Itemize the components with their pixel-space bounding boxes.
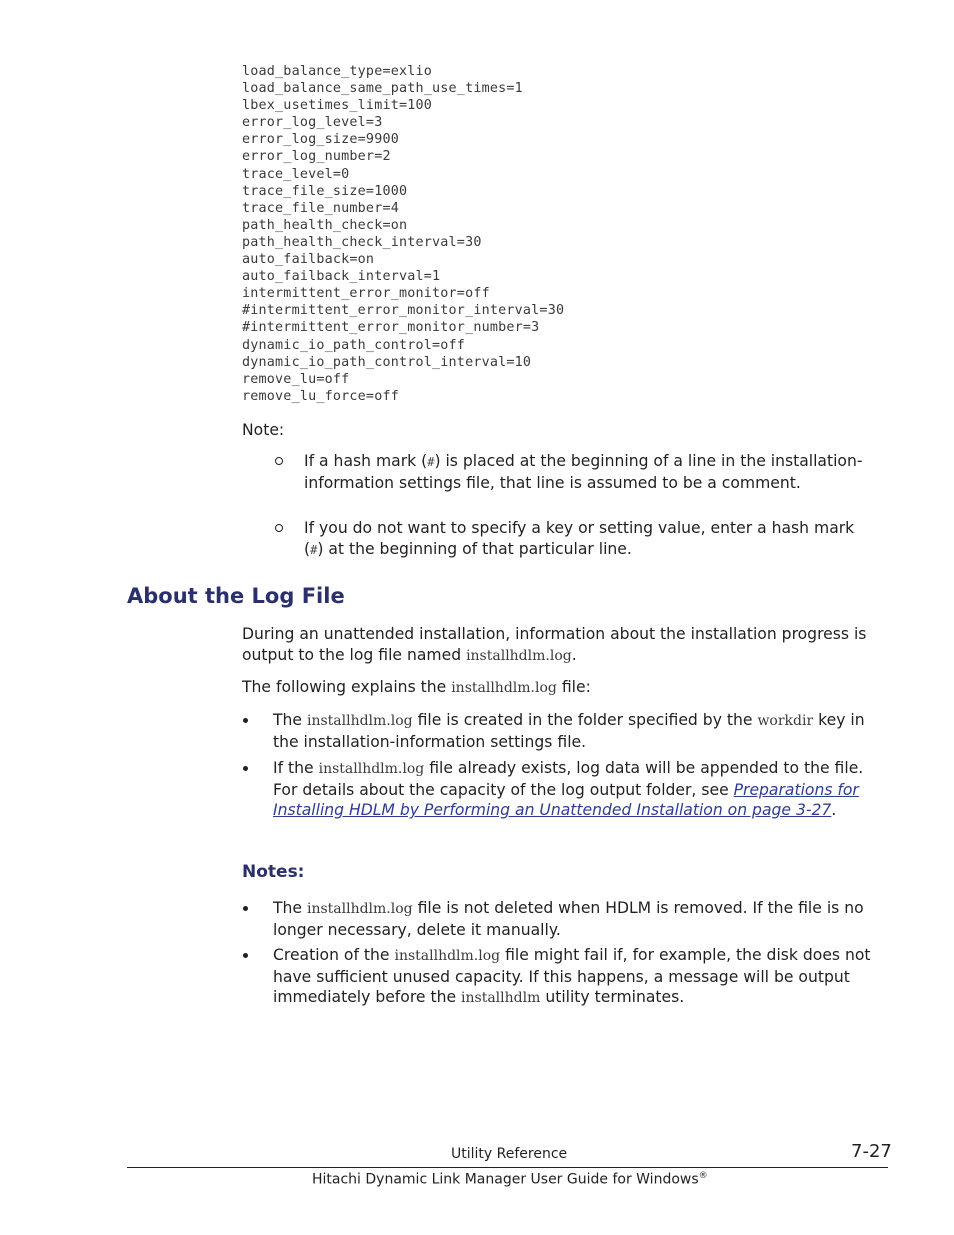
code-line: error_log_number=2 (242, 149, 391, 165)
bullet-text: If the (273, 759, 319, 777)
hash-mark: # (427, 455, 435, 469)
bullet-text: The (273, 899, 307, 917)
code-line: remove_lu_force=off (242, 388, 399, 404)
circle-bullet-icon (275, 457, 283, 465)
code-line: path_health_check_interval=30 (242, 234, 482, 250)
bullet-item-1 (273, 710, 888, 752)
bullet-text: key in the installation-information settings file. (273, 711, 865, 751)
note-text: ) at the beginning of that particular line. (317, 539, 632, 558)
note-item-2 (304, 518, 864, 560)
code-line: trace_file_size=1000 (242, 183, 408, 199)
log-filename: installhdlm.log (394, 948, 501, 964)
bullet-text: file might fail if, for example, the disk does not have sufficient unused capacity. If this happens, a message will be output immediately before the (273, 946, 871, 1007)
code-line: dynamic_io_path_control=off (242, 337, 466, 353)
bullet-icon (243, 953, 248, 958)
bullet-text: utility terminates. (540, 988, 685, 1007)
log-filename: installhdlm.log (466, 647, 572, 664)
footer-book-title (312, 1171, 708, 1188)
intro-text: . (571, 645, 577, 664)
book-title-text: Hitachi Dynamic Link Manager User Guide for Windows (312, 1171, 699, 1188)
code-line: error_log_size=9900 (242, 132, 399, 148)
bullet-icon (243, 718, 248, 723)
bullet-text: file is not deleted when HDLM is removed. If the file is no longer necessary, delete it manually. (273, 899, 864, 939)
bullet-text: . (831, 801, 837, 820)
code-line: load_balance_type=exlio (242, 64, 433, 79)
settings-code-block (242, 63, 564, 405)
note-text: If a hash mark ( (304, 452, 428, 470)
notes-item-2 (273, 945, 888, 1009)
note-item-1 (304, 451, 864, 493)
note-label: Note: (242, 421, 285, 439)
workdir-key: workdir (757, 713, 814, 729)
bullet-text: file already exists, log data will be appended to the file. For details about the capacity of the log output folder, see (273, 759, 864, 799)
code-line: intermittent_error_monitor=off (242, 286, 490, 302)
log-filename: installhdlm.log (306, 713, 413, 729)
utility-name: installhdlm (461, 990, 541, 1007)
bullet-text: file is created in the folder specified by the (412, 711, 758, 729)
code-line: path_health_check=on (242, 217, 408, 233)
code-line: error_log_level=3 (242, 115, 383, 131)
page-number: 7-27 (851, 1141, 892, 1162)
note-text: If you do not want to specify a key or setting value, enter a hash mark ( (304, 519, 855, 558)
hash-mark: # (310, 542, 318, 557)
bullet-text: Creation of the (273, 946, 395, 964)
intro-text: During an unattended installation, information about the installation progress is output to the log file named (242, 625, 867, 664)
code-line: load_balance_same_path_use_times=1 (242, 81, 523, 97)
section-title: About the Log File (127, 584, 345, 608)
code-line: lbex_usetimes_limit=100 (242, 98, 433, 114)
bullet-item-2 (273, 758, 888, 821)
notes-item-1 (273, 898, 888, 940)
code-line: auto_failback=on (242, 252, 375, 268)
registered-mark: ® (698, 1171, 708, 1181)
bullet-icon (243, 906, 248, 911)
explains-text: The following explains the (242, 678, 452, 696)
log-filename: installhdlm.log (451, 680, 557, 696)
notes-heading: Notes: (242, 862, 305, 882)
preparations-link[interactable]: Preparations for Installing HDLM by Performing an Unattended Installation on page 3-27 (273, 780, 859, 820)
circle-bullet-icon (275, 524, 283, 532)
footer-section-name: Utility Reference (451, 1146, 568, 1162)
code-line: remove_lu=off (242, 371, 350, 387)
footer-divider (127, 1167, 888, 1168)
log-filename: installhdlm.log (306, 901, 413, 917)
code-line: dynamic_io_path_control_interval=10 (242, 354, 532, 370)
explains-text: file: (556, 678, 591, 696)
intro-paragraph (242, 624, 888, 666)
code-line: trace_level=0 (242, 166, 350, 182)
code-line: #intermittent_error_monitor_number=3 (242, 320, 540, 336)
code-line: #intermittent_error_monitor_interval=30 (242, 303, 565, 319)
code-line: trace_file_number=4 (242, 200, 399, 216)
code-line: auto_failback_interval=1 (242, 269, 441, 285)
log-filename: installhdlm.log (318, 761, 425, 777)
bullet-text: The (273, 711, 307, 729)
note-text: ) is placed at the beginning of a line in the installation-information settings file, that line is assumed to be a comment. (304, 452, 863, 492)
explains-paragraph (242, 677, 888, 699)
bullet-icon (243, 766, 248, 771)
